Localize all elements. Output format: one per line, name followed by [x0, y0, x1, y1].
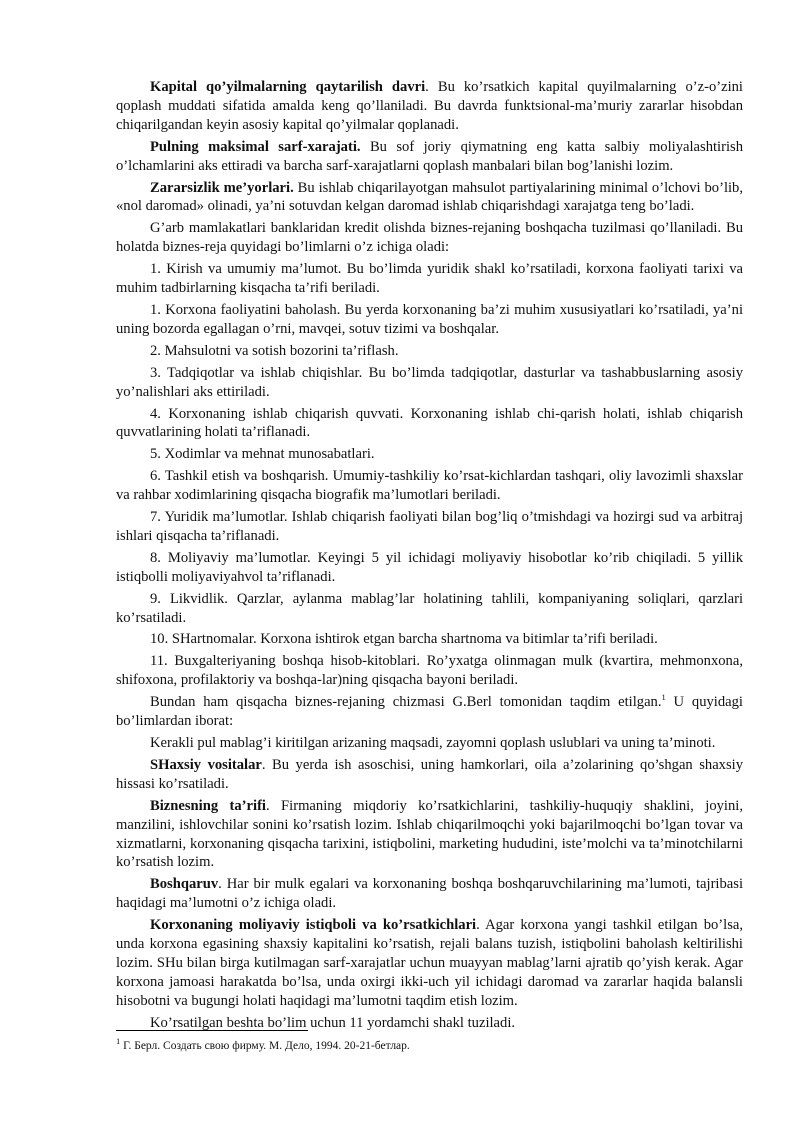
list-item — [116, 445, 743, 464]
footnote-mark: 1 — [116, 1036, 121, 1047]
paragraph-breakeven — [116, 179, 743, 217]
paragraph-text: . Har bir mulk egalari va korxonaning boshqa boshqaruvchilarining ma’lumoti, tajribasi haqidagi ma’lumotni o’z ichiga oladi. — [116, 876, 743, 912]
list-item-text: 9. Likvidlik. Qarzlar, aylanma mablag’lar holatining tahlili, kompaniyaning soliqlari, qarzlari ko’rsatiladi. — [116, 590, 743, 626]
list-item-text: 3. Tadqiqotlar va ishlab chiqishlar. Bu bo’limda tadqiqotlar, dasturlar va tashabbuslarning asosiy yo’nalishlari aks ettiriladi. — [116, 364, 743, 400]
list-item — [116, 364, 743, 402]
list-item-text: 1. Kirish va umumiy ma’lumot. Bu bo’limda yuridik shakl ko’rsatiladi, korxona faoliyati tarixi va muhim tadbirlarning kisqacha ta’rifi beriladi. — [116, 261, 743, 297]
paragraph-berl-scheme — [116, 693, 743, 731]
footnote — [116, 1036, 743, 1053]
paragraph-text: . Agar korxona yangi tashkil etilgan bo’lsa, unda korxona egasining shaxsiy kapitalini ko’rsatish, rejali balans tuzish, istiqbolini baholash keltirilishi lozim. SHu bilan birga kutilmagan sarf-xarajatlar uchun muayyan mablag’larni ajratib qo’yish kerak. Agar korxona jamoasi harakatda bo’lsa, unda oxirgi ikki-uch yil ichidagi daromad va zararlar haqida balansli hisobotni va bugungi holati haqidagi ma’lumotni taqdim etish lozim. — [116, 917, 744, 1009]
list-item — [116, 260, 743, 298]
document-body — [116, 78, 743, 1033]
list-item-text: 5. Xodimlar va mehnat munosabatlari. — [150, 446, 375, 463]
list-item-text: 10. SHartnomalar. Korxona ishtirok etgan barcha shartnoma va bitimlar ta’rifi beriladi. — [150, 631, 658, 648]
term-business-description: Biznesning ta’rifi — [150, 797, 266, 814]
list-item-text: 6. Tashkil etish va boshqarish. Umumiy-tashkiliy ko’rsat-kichlardan tashqari, oliy lavozimli shaxslar va rahbar xodimlarining qisqacha biografik ma’lumotlari beriladi. — [116, 468, 743, 504]
paragraph-text: . Bu yerda ish asoschisi, uning hamkorlari, oila a’zolarining qo’shgan shaxsiy hissasi ko’rsatiladi. — [116, 756, 743, 792]
list-item — [116, 652, 743, 690]
list-item — [116, 630, 743, 649]
list-item — [116, 301, 743, 339]
list-item — [116, 590, 743, 628]
footnote-divider — [116, 1030, 308, 1031]
list-item — [116, 549, 743, 587]
paragraph-business-description — [116, 797, 743, 873]
paragraph-text: G’arb mamlakatlari banklaridan kredit olishda biznes-rejaning boshqacha tuzilmasi qo’llaniladi. Bu holatda biznes-reja quyidagi bo’limlarni o’z ichiga oladi: — [116, 220, 743, 256]
list-item-text: 1. Korxona faoliyatini baholash. Bu yerda korxonaning ba’zi muhim xususiyatlari ko’rsatiladi, ya’ni uning bozorda egallagan o’rni, mavqei, sotuv tizimi va boshqalar. — [116, 301, 743, 337]
paragraph-text: Ko’rsatilgan beshta bo’lim uchun 11 yordamchi shakl tuziladi. — [150, 1014, 516, 1031]
paragraph-western-banks — [116, 219, 743, 257]
paragraph-loan-purpose — [116, 734, 743, 753]
list-item-text: 2. Mahsulotni va sotish bozorini ta’riflash. — [150, 342, 399, 359]
paragraph-text: . Bu ko’rsatkich kapital quyilmalarning o’z-o’zini qoplash muddati sifatida amalda keng qo’llaniladi. Bu davrda funktsional-ma’muriy zararlar hisobdan chiqarilgandan keyin asosiy kapital qo’yilmalar qoplanadi. — [116, 79, 743, 133]
footnote-text: Г. Берл. Создать свою фирму. М. Дело, 1994. 20-21-бетлар. — [120, 1040, 410, 1052]
paragraph-text: . Firmaning miqdoriy ko’rsatkichlarini, tashkiliy-huquqiy shaklini, joyini, manzilini, ishlovchilar sonini ko’rsatish lozim. Ishlab chiqarilmoqchi yoki bajarilmoqchi bo’lgan tovar va xizmatlarni, korxonaning qisqacha tarixini, istiqbolini, marketing hududini, iste’molchi va ta’minotchilarni ko’rsatish lozim. — [116, 797, 743, 871]
term-breakeven: Zararsizlik me’yorlari. — [150, 179, 294, 196]
paragraph-text: Bundan ham qisqacha biznes-rejaning chizmasi G.Berl tomonidan taqdim etilgan. — [150, 694, 662, 711]
list-item — [116, 467, 743, 505]
paragraph-text: Kerakli pul mablag’i kiritilgan arizaning maqsadi, zayomni qoplash uslublari va uning ta’minoti. — [150, 735, 716, 751]
term-management: Boshqaruv — [150, 876, 219, 893]
term-personal-means: SHaxsiy vositalar — [150, 756, 262, 773]
term-max-expense: Pulning maksimal sarf-xarajati. — [150, 138, 361, 155]
list-item — [116, 342, 743, 361]
paragraph-financial-outlook — [116, 916, 743, 1011]
paragraph-text-continued: U quyidagi bo’limlardan iborat: — [116, 694, 743, 730]
term-financial-outlook: Korxonaning moliyaviy istiqboli va ko’rsatkichlari — [150, 917, 477, 934]
list-item-text: 4. Korxonaning ishlab chiqarish quvvati. Korxonaning ishlab chi-qarish holati, ishlab chiqarish quvvatlarining holati ta’riflanadi. — [116, 405, 743, 441]
list-item-text: 8. Moliyaviy ma’lumotlar. Keyingi 5 yil ichidagi moliyaviy hisobotlar ko’rib chiqiladi. 5 yillik istiqbolli moliyaviyahvol ta’riflanadi. — [116, 549, 743, 585]
paragraph-text: Bu ishlab chiqarilayotgan mahsulot partiyalarining minimal o’lchovi bo’lib, «nol daromad» olinadi, ya’ni sotuvdan kelgan daromad ishlab chiqarishdagi xarajatga teng bo’ladi. — [116, 179, 743, 215]
footnote-reference[interactable]: 1 — [661, 692, 666, 703]
paragraph-payback-period — [116, 78, 743, 135]
paragraph-max-expense — [116, 138, 743, 176]
paragraph-management — [116, 875, 743, 913]
paragraph-text: Bu sof joriy qiymatning eng katta salbiy moliyalashtirish o’lchamlarini aks ettiradi va barcha sarf-xarajatlarni qoplash manbalari bilan bog’lanishi lozim. — [116, 138, 743, 174]
list-item-text: 7. Yuridik ma’lumotlar. Ishlab chiqarish faoliyati bilan bog’liq o’tmishdagi va hozirgi sud va arbitraj ishlari qisqacha ta’riflanadi. — [116, 509, 743, 544]
paragraph-personal-means — [116, 756, 743, 794]
list-item — [116, 508, 743, 546]
term-payback-period: Kapital qo’yilmalarning qaytarilish davri — [150, 79, 426, 95]
list-item — [116, 405, 743, 443]
list-item-text: 11. Buxgalteriyaning boshqa hisob-kitoblari. Ro’yxatga olinmagan mulk (kvartira, mehmonxona, shifoxona, profilaktoriy va boshqa-lar)ning qisqacha bayoni beriladi. — [116, 653, 743, 689]
